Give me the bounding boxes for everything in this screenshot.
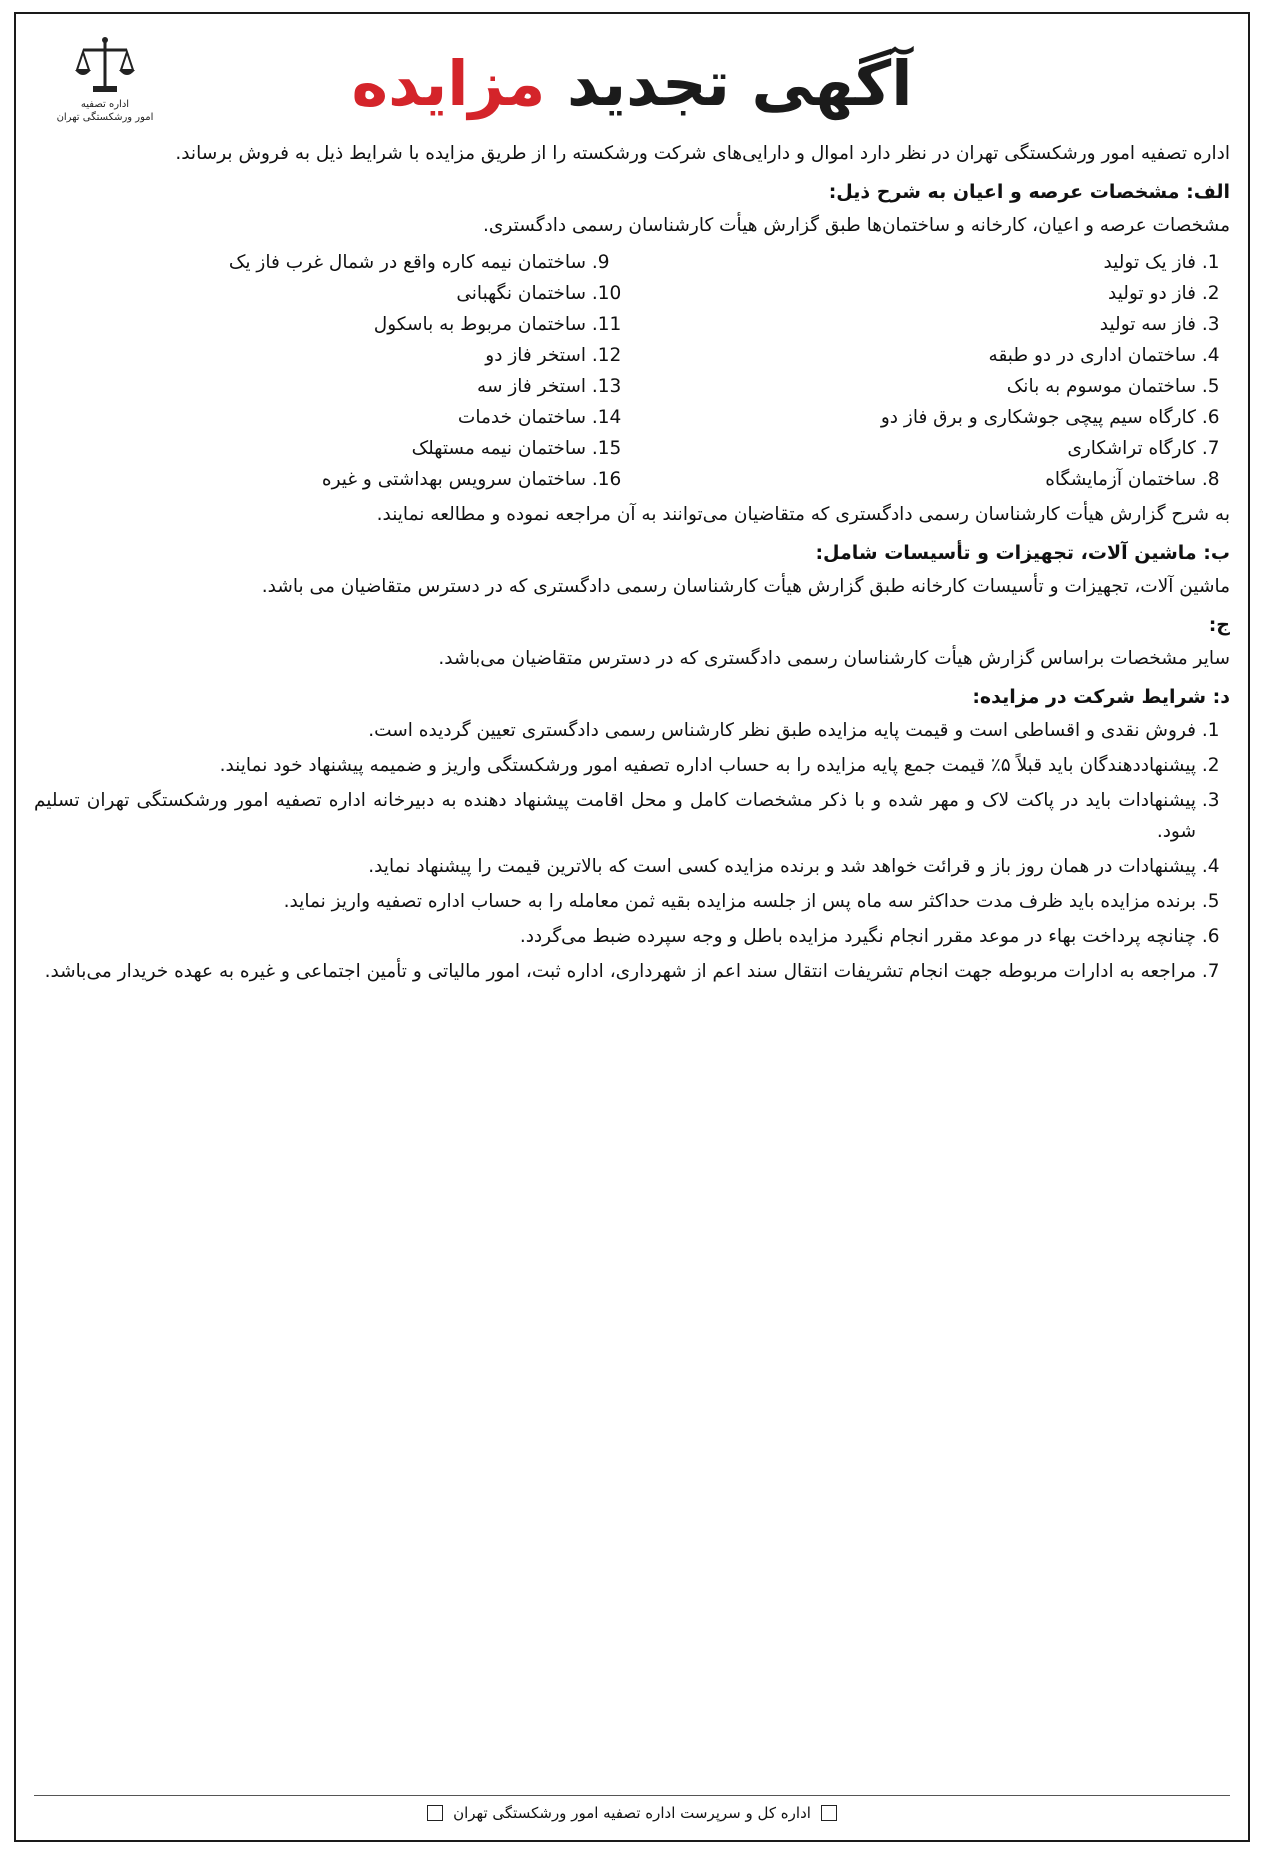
notice-body <box>34 138 1230 987</box>
condition-item: 2. پیشنهاددهندگان باید قبلاً ۵٪ قیمت جمع پایه مزایده را به حساب اداره تصفیه امور ورشکستگی واریز و ضمیمه پیشنهاد خود نمایند. <box>34 750 1196 781</box>
list-item: 16. ساختمان سرویس بهداشتی و غیره <box>34 464 586 495</box>
buildings-list <box>34 247 1230 495</box>
condition-item: 6. چنانچه پرداخت بهاء در موعد مقرر انجام نگیرد مزایده باطل و وجه سپرده ضبط می‌گردد. <box>34 921 1196 952</box>
condition-item: 3. پیشنهادات باید در پاکت لاک و مهر شده و با ذکر مشخصات کامل و محل اقامت پیشنهاد دهنده به دبیرخانه اداره تصفیه امور ورشکستگی تهران تسلیم شود. <box>34 785 1196 847</box>
list-item: 6. کارگاه سیم پیچی جوشکاری و برق فاز دو <box>644 402 1196 433</box>
title-accent: مزایده <box>351 46 546 120</box>
section-c-paragraph: سایر مشخصات براساس گزارش هیأت کارشناسان رسمی دادگستری که در دسترس متقاضیان می‌باشد. <box>438 648 1230 669</box>
list-item: 12. استخر فاز دو <box>34 340 586 371</box>
notice-header <box>34 28 1230 138</box>
org-emblem <box>50 34 160 124</box>
notice-footer <box>34 1795 1230 1830</box>
checkbox-square-icon <box>821 1805 837 1821</box>
section-a-paragraph: مشخصات عرصه و اعیان، کارخانه و ساختمان‌ها طبق گزارش هیأت کارشناسان رسمی دادگستری. <box>483 215 1230 236</box>
list-item: 10. ساختمان نگهبانی <box>34 278 586 309</box>
condition-item: 4. پیشنهادات در همان روز باز و قرائت خواهد شد و برنده مزایده کسی است که بالاترین قیمت را پیشنهاد نماید. <box>34 851 1196 882</box>
notice-title <box>352 47 913 120</box>
list-item: 8. ساختمان آزمایشگاه <box>644 464 1196 495</box>
condition-item: 5. برنده مزایده باید ظرف مدت حداکثر سه ماه پس از جلسه مزایده بقیه ثمن معامله را به حساب اداره تصفیه واریز نماید. <box>34 886 1196 917</box>
list-item: 9. ساختمان نیمه کاره واقع در شمال غرب فاز یک <box>34 247 586 278</box>
checkbox-square-icon <box>427 1805 443 1821</box>
intro-paragraph: اداره تصفیه امور ورشکستگی تهران در نظر دارد اموال و دارایی‌های شرکت ورشکسته را از طریق مزایده با شرایط ذیل به فروش برساند. <box>175 143 1230 164</box>
condition-item: 7. مراجعه به ادارات مربوطه جهت انجام تشریفات انتقال سند اعم از شهرداری، اداره ثبت، امور مالیاتی و تأمین اجتماعی و غیره به عهده خریدار می‌باشد. <box>34 956 1196 987</box>
list-item: 11. ساختمان مربوط به باسکول <box>34 309 586 340</box>
condition-item: 1. فروش نقدی و اقساطی است و قیمت پایه مزایده طبق نظر کارشناس رسمی دادگستری تعیین گردیده است. <box>34 715 1196 746</box>
buildings-list-right <box>644 247 1230 495</box>
section-a-closing: به شرح گزارش هیأت کارشناسان رسمی دادگستری که متقاضیان می‌توانند به آن مراجعه نموده و مطالعه نمایند. <box>376 504 1230 525</box>
list-item: 14. ساختمان خدمات <box>34 402 586 433</box>
buildings-list-left <box>34 247 620 495</box>
emblem-caption-1: اداره تصفیه <box>80 99 130 110</box>
list-item: 15. ساختمان نیمه مستهلک <box>34 433 586 464</box>
section-b-heading: ب: ماشین آلات، تجهیزات و تأسیسات شامل: <box>815 542 1230 564</box>
list-item: 7. کارگاه تراشکاری <box>644 433 1196 464</box>
scales-of-justice-icon <box>73 34 137 98</box>
section-c-heading: ج: <box>1208 614 1230 636</box>
emblem-caption-2: امور ورشکستگی تهران <box>56 112 154 123</box>
list-item: 5. ساختمان موسوم به بانک <box>644 371 1196 402</box>
conditions-list <box>34 715 1230 987</box>
list-item: 13. استخر فاز سه <box>34 371 586 402</box>
list-item: 3. فاز سه تولید <box>644 309 1196 340</box>
list-item: 4. ساختمان اداری در دو طبقه <box>644 340 1196 371</box>
title-main: آگهی تجدید <box>567 46 913 120</box>
list-item: 2. فاز دو تولید <box>644 278 1196 309</box>
footer-signature: اداره کل و سرپرست اداره تصفیه امور ورشکستگی تهران <box>453 1804 811 1822</box>
section-d-heading: د: شرایط شرکت در مزایده: <box>972 686 1230 708</box>
section-a-heading: الف: مشخصات عرصه و اعیان به شرح ذیل: <box>828 181 1230 203</box>
section-b-paragraph: ماشین آلات، تجهیزات و تأسیسات کارخانه طبق گزارش هیأت کارشناسان رسمی دادگستری که در دسترس متقاضیان می باشد. <box>261 576 1230 597</box>
notice-frame <box>14 12 1250 1842</box>
list-item: 1. فاز یک تولید <box>644 247 1196 278</box>
